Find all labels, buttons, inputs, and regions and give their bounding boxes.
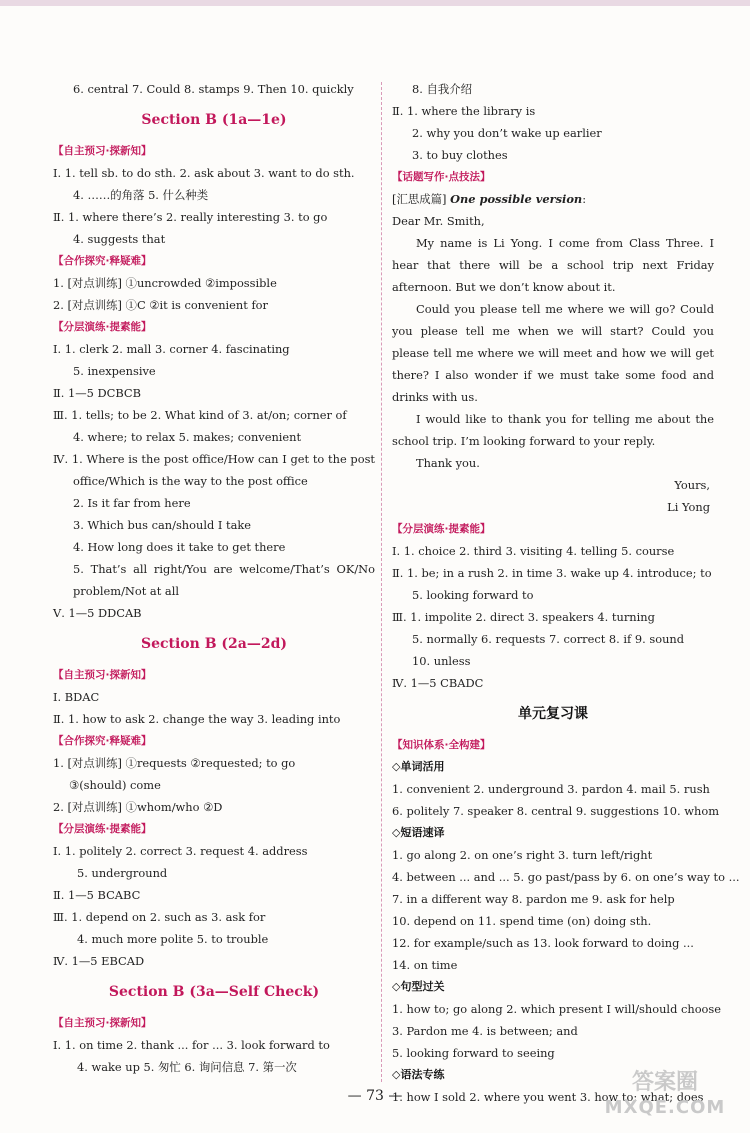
answer-line: 4. suggests that xyxy=(73,232,166,246)
answer-line: Ⅳ. 1—5 CBADC xyxy=(392,676,484,690)
answer-line: 10. unless xyxy=(412,654,471,668)
answer-line: Ⅱ. 1. how to ask 2. change the way 3. leading into xyxy=(53,712,341,726)
category-tag: 【自主预习·探新知】 xyxy=(53,669,152,681)
unit-heading: 单元复习课 xyxy=(518,706,588,722)
answer-line: 6. central 7. Could 8. stamps 9. Then 10. quickly xyxy=(73,82,354,96)
answer-line: ③(should) come xyxy=(69,778,161,792)
category-tag: 【分层演练·提素能】 xyxy=(53,823,152,835)
answer-line: 4. where; to relax 5. makes; convenient xyxy=(73,430,302,444)
watermark-line1: 答案圈 xyxy=(631,1070,698,1095)
category-tag: 【话题写作·点技法】 xyxy=(392,171,491,183)
answer-line: 2. why you don’t wake up earlier xyxy=(412,126,602,140)
answer-line: 5. looking forward to seeing xyxy=(392,1046,555,1060)
answer-line: 4. wake up 5. 匆忙 6. 询问信息 7. 第一次 xyxy=(77,1060,297,1074)
top-rule xyxy=(0,0,750,6)
answer-line: 1. [对点训练] ①requests ②requested; to go xyxy=(53,756,296,770)
page-number: — 73 — xyxy=(347,1088,403,1104)
answer-line: Ⅲ. 1. tells; to be 2. What kind of 3. at/on; corner of xyxy=(53,408,347,422)
answer-line: 8. 自我介绍 xyxy=(412,82,473,96)
answer-line: Ⅱ. 1—5 BCABC xyxy=(53,888,141,902)
section-heading: Section B (3a—Self Check) xyxy=(108,984,320,1000)
answer-line: Ⅳ. 1. Where is the post office/How can I get to the post xyxy=(53,452,375,466)
essay-label-colon: : xyxy=(582,192,587,206)
category-tag: 【分层演练·提素能】 xyxy=(392,523,491,535)
subheading: ◇短语速译 xyxy=(392,826,445,839)
answer-line: 2. Is it far from here xyxy=(73,496,191,510)
letter-paragraph: Thank you. xyxy=(416,456,480,470)
answer-line: Ⅰ. 1. on time 2. thank ... for ... 3. look forward to xyxy=(53,1038,330,1052)
answer-line: Ⅰ. 1. choice 2. third 3. visiting 4. telling 5. course xyxy=(392,544,675,558)
answer-line: Ⅱ. 1. where there’s 2. really interesting 3. to go xyxy=(53,210,328,224)
answer-line: 1. convenient 2. underground 3. pardon 4. mail 5. rush xyxy=(392,782,710,796)
answer-line: 14. on time xyxy=(392,958,458,972)
answer-line: Ⅰ. BDAC xyxy=(53,690,100,704)
answer-line: Ⅰ. 1. politely 2. correct 3. request 4. address xyxy=(53,844,308,858)
letter-paragraph: I would like to thank you for telling me about the school trip. I’m looking forward to your reply. xyxy=(392,412,714,448)
column-divider xyxy=(381,82,382,1082)
answer-line: 4. much more polite 5. to trouble xyxy=(77,932,269,946)
answer-line: 5. inexpensive xyxy=(73,364,156,378)
answer-line: 3. Pardon me 4. is between; and xyxy=(392,1024,578,1038)
answer-line: Ⅲ. 1. depend on 2. such as 3. ask for xyxy=(53,910,266,924)
answer-line: 10. depend on 11. spend time (on) doing sth. xyxy=(392,914,652,928)
watermark-logo xyxy=(600,1069,730,1125)
left-column xyxy=(53,78,375,1078)
subheading: ◇句型过关 xyxy=(392,980,445,993)
answer-line: office/Which is the way to the post office xyxy=(73,474,308,488)
answer-line: 2. [对点训练] ①C ②it is convenient for xyxy=(53,298,268,312)
answer-line: 6. politely 7. speaker 8. central 9. suggestions 10. whom xyxy=(392,804,720,818)
category-tag: 【知识体系·全构建】 xyxy=(392,739,491,751)
answer-line: Ⅴ. 1—5 DDCAB xyxy=(53,606,142,620)
watermark-line2: MXQE.COM xyxy=(604,1097,726,1118)
answer-line: 1. how I sold 2. where you went 3. how to; what; does xyxy=(392,1090,704,1104)
answer-line: 5. underground xyxy=(77,866,168,880)
answer-line: 3. Which bus can/should I take xyxy=(73,518,252,532)
answer-line: 5. That’s all right/You are welcome/That’s OK/No xyxy=(73,562,375,576)
answer-line: Ⅱ. 1—5 DCBCB xyxy=(53,386,142,400)
subheading: ◇语法专练 xyxy=(392,1068,445,1081)
answer-line: 2. [对点训练] ①whom/who ②D xyxy=(53,800,223,814)
answer-line: Ⅰ. 1. tell sb. to do sth. 2. ask about 3. want to do sth. xyxy=(53,166,355,180)
category-tag: 【合作探究·释疑难】 xyxy=(53,735,152,747)
answer-line: Ⅰ. 1. clerk 2. mall 3. corner 4. fascinating xyxy=(53,342,290,356)
essay-label-prefix: [汇思成篇] xyxy=(392,192,451,206)
section-heading: Section B (2a—2d) xyxy=(140,636,287,652)
category-tag: 【合作探究·释疑难】 xyxy=(53,255,152,267)
answer-line: 3. to buy clothes xyxy=(412,148,508,162)
category-tag: 【自主预习·探新知】 xyxy=(53,145,152,157)
answer-line: 1. go along 2. on one’s right 3. turn left/right xyxy=(392,848,653,862)
subheading: ◇单词活用 xyxy=(392,760,445,773)
answer-line: Ⅳ. 1—5 EBCAD xyxy=(53,954,145,968)
letter-paragraph: My name is Li Yong. I come from Class Three. I hear that there will be a school trip next Friday afternoon. But we don’t know about it. xyxy=(392,236,714,294)
answer-line: 5. looking forward to xyxy=(412,588,534,602)
answer-line: 5. normally 6. requests 7. correct 8. if 9. sound xyxy=(412,632,685,646)
answer-line: Ⅲ. 1. impolite 2. direct 3. speakers 4. turning xyxy=(392,610,655,624)
answer-line: 12. for example/such as 13. look forward to doing ... xyxy=(392,936,694,950)
answer-line: Ⅱ. 1. be; in a rush 2. in time 3. wake up 4. introduce; to xyxy=(392,566,712,580)
category-tag: 【自主预习·探新知】 xyxy=(53,1017,152,1029)
answer-line: Ⅱ. 1. where the library is xyxy=(392,104,536,118)
answer-line: problem/Not at all xyxy=(73,584,179,598)
letter-paragraph: Could you please tell me where we will go? Could you please tell me when we will start? Could you please tell me where we will meet and how we will get there? I also wonder if we must take some food and drinks with us. xyxy=(392,302,714,404)
answer-line: 4. ……的角落 5. 什么种类 xyxy=(73,188,209,202)
essay-label xyxy=(392,188,714,210)
essay-label-version: One possible version xyxy=(450,192,583,206)
answer-line: 4. between ... and ... 5. go past/pass by 6. on one’s way to ... xyxy=(392,870,740,884)
letter-signature: Yours, xyxy=(674,478,710,492)
answer-line: 1. [对点训练] ①uncrowded ②impossible xyxy=(53,276,277,290)
answer-line: 4. How long does it take to get there xyxy=(73,540,286,554)
letter-signature: Li Yong xyxy=(667,500,710,514)
answer-line: Dear Mr. Smith, xyxy=(392,214,485,228)
section-heading: Section B (1a—1e) xyxy=(141,112,287,128)
category-tag: 【分层演练·提素能】 xyxy=(53,321,152,333)
answer-line: 7. in a different way 8. pardon me 9. ask for help xyxy=(392,892,675,906)
answer-line: 1. how to; go along 2. which present I will/should choose xyxy=(392,1002,721,1016)
